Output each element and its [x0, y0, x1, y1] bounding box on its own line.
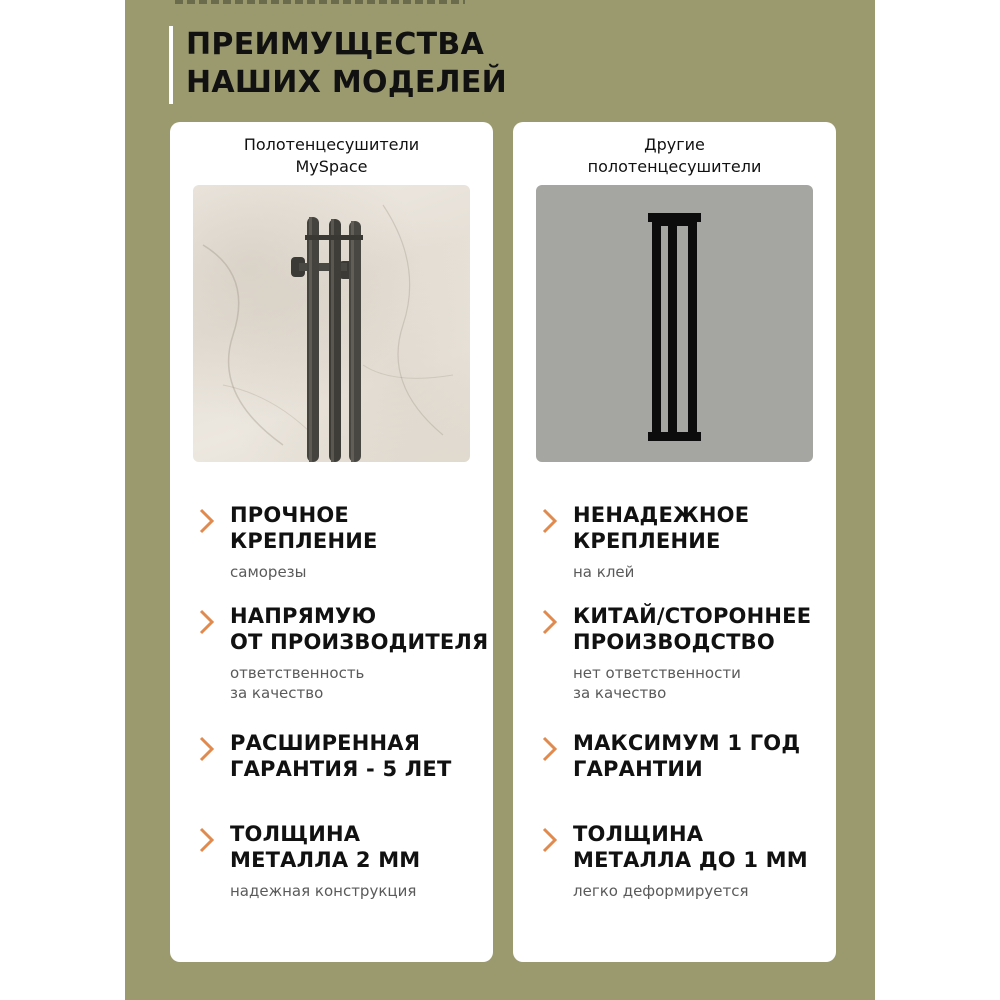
- feature-subtitle-line: саморезы: [230, 563, 307, 581]
- feature-title-line: НЕНАДЕЖНОЕ: [573, 503, 750, 527]
- product-photo-others: [536, 185, 813, 462]
- feature-title-line: ПРОИЗВОДСТВО: [573, 630, 775, 654]
- card-myspace: [170, 122, 493, 962]
- feature-title: [573, 502, 831, 554]
- feature-item: [541, 730, 831, 782]
- card-title-line-1: Другие: [644, 135, 705, 154]
- product-photo-myspace: [193, 185, 470, 462]
- feature-item: [198, 730, 488, 782]
- feature-title-line: ГАРАНТИИ: [573, 757, 703, 781]
- feature-title: [230, 730, 488, 782]
- feature-subtitle: [230, 562, 488, 582]
- chevron-right-icon: [541, 609, 559, 635]
- feature-title-line: ПРОЧНОЕ: [230, 503, 349, 527]
- card-others: [513, 122, 836, 962]
- heading-accent-bar: [169, 26, 173, 104]
- feature-title-line: КРЕПЛЕНИЕ: [230, 529, 378, 553]
- chevron-right-icon: [198, 609, 216, 635]
- feature-subtitle: [573, 562, 831, 582]
- feature-title-line: КРЕПЛЕНИЕ: [573, 529, 721, 553]
- comparison-panel: [125, 0, 875, 1000]
- heading-line-2: НАШИХ МОДЕЛЕЙ: [186, 65, 508, 100]
- feature-title: [573, 821, 831, 873]
- feature-title-line: МЕТАЛЛА ДО 1 ММ: [573, 848, 808, 872]
- chevron-right-icon: [198, 827, 216, 853]
- feature-subtitle-line: ответственность: [230, 664, 365, 682]
- feature-subtitle-line: за качество: [230, 684, 324, 702]
- feature-subtitle: [573, 663, 831, 703]
- top-decorative-strip: [175, 0, 465, 4]
- feature-title-line: ТОЛЩИНА: [573, 822, 704, 846]
- card-title-line-2: MySpace: [295, 157, 368, 176]
- feature-item: [541, 603, 831, 703]
- feature-item: [541, 821, 831, 901]
- card-title: [513, 134, 836, 178]
- feature-subtitle-line: нет ответственности: [573, 664, 741, 682]
- feature-title: [573, 730, 831, 782]
- feature-subtitle-line: надежная конструкция: [230, 882, 417, 900]
- feature-title: [230, 603, 488, 655]
- chevron-right-icon: [541, 736, 559, 762]
- card-title-line-1: Полотенцесушители: [243, 135, 420, 154]
- feature-item: [198, 502, 488, 582]
- feature-subtitle-line: за качество: [573, 684, 667, 702]
- feature-item: [198, 821, 488, 901]
- feature-title-line: ОТ ПРОИЗВОДИТЕЛЯ: [230, 630, 489, 654]
- chevron-right-icon: [541, 827, 559, 853]
- feature-title-line: МАКСИМУМ 1 ГОД: [573, 731, 801, 755]
- feature-subtitle: [230, 663, 488, 703]
- card-title-line-2: полотенцесушители: [587, 157, 762, 176]
- heading-line-1: ПРЕИМУЩЕСТВА: [186, 27, 485, 62]
- feature-item: [198, 603, 488, 703]
- feature-title-line: МЕТАЛЛА 2 ММ: [230, 848, 421, 872]
- card-title: [170, 134, 493, 178]
- chevron-right-icon: [541, 508, 559, 534]
- feature-title-line: НАПРЯМУЮ: [230, 604, 377, 628]
- feature-subtitle: [230, 881, 488, 901]
- feature-subtitle-line: легко деформируется: [573, 882, 749, 900]
- chevron-right-icon: [198, 508, 216, 534]
- chevron-right-icon: [198, 736, 216, 762]
- page-heading: [186, 26, 507, 102]
- feature-subtitle: [573, 881, 831, 901]
- feature-item: [541, 502, 831, 582]
- feature-title: [230, 502, 488, 554]
- feature-title-line: КИТАЙ/СТОРОННЕЕ: [573, 604, 812, 628]
- feature-subtitle-line: на клей: [573, 563, 635, 581]
- towel-rail-illustration: [536, 185, 813, 462]
- feature-title-line: ГАРАНТИЯ - 5 ЛЕТ: [230, 757, 452, 781]
- feature-title-line: ТОЛЩИНА: [230, 822, 361, 846]
- feature-title: [573, 603, 831, 655]
- feature-title: [230, 821, 488, 873]
- feature-title-line: РАСШИРЕННАЯ: [230, 731, 421, 755]
- towel-rail-illustration: [193, 185, 470, 462]
